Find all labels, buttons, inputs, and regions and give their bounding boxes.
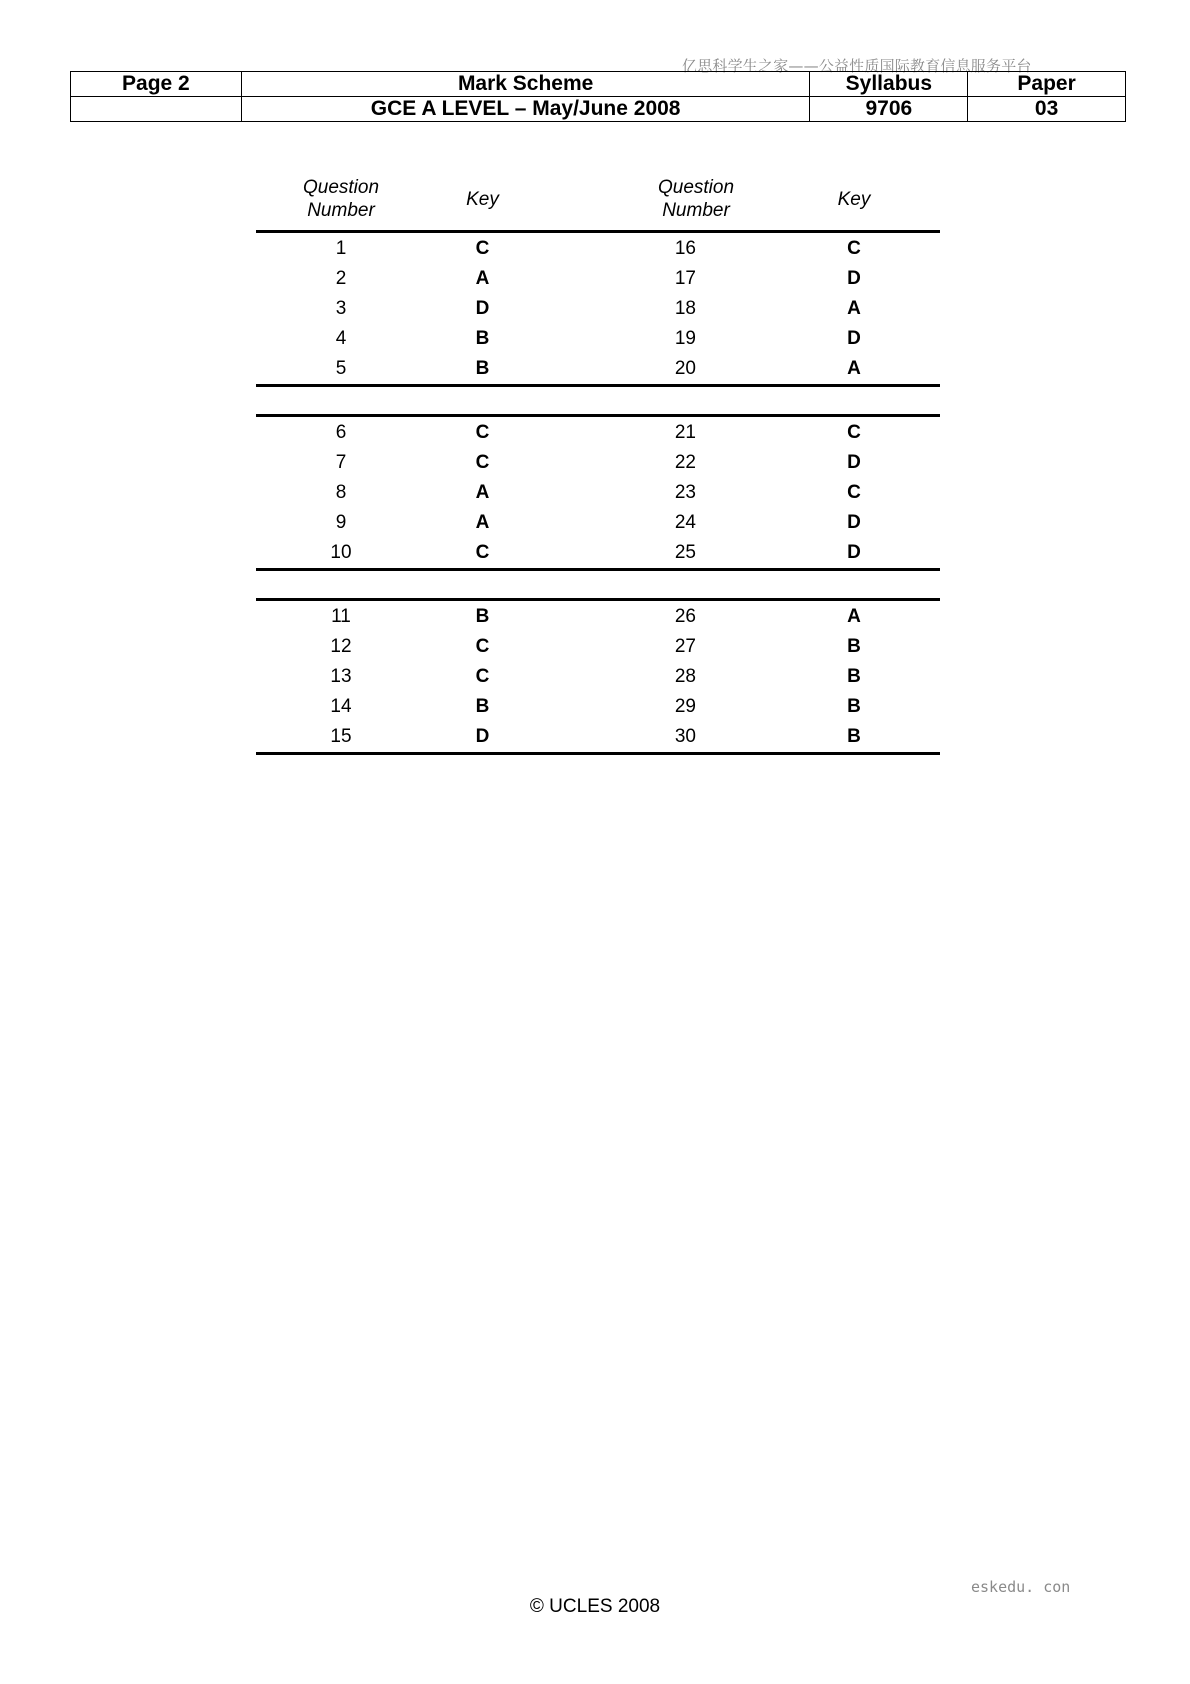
answer-key: D — [847, 328, 861, 349]
answer-key-body — [256, 232, 940, 754]
question-number: 14 — [330, 696, 352, 717]
header-scheme: Mark Scheme — [241, 72, 810, 97]
question-number: 24 — [674, 512, 696, 533]
question-number: 28 — [674, 666, 696, 687]
answer-key: B — [475, 605, 490, 627]
table-row — [256, 416, 940, 449]
table-row — [256, 324, 940, 354]
answer-key: A — [475, 512, 490, 533]
question-number: 1 — [335, 237, 347, 259]
header-table — [70, 71, 1126, 122]
question-number: 10 — [256, 538, 426, 570]
question-number: 4 — [335, 328, 347, 349]
header-paper-number: 03 — [968, 97, 1126, 122]
watermark-top: 亿思科学生之家——公益性质国际教育信息服务平台 — [682, 57, 1032, 75]
header-empty-cell — [71, 97, 242, 122]
answer-key: A — [847, 298, 861, 319]
question-number: 12 — [330, 636, 352, 657]
answer-key: C — [847, 421, 861, 443]
answer-key: A — [847, 605, 861, 627]
answer-key: B — [475, 328, 490, 349]
answer-key: C — [475, 452, 490, 473]
table-row — [256, 448, 940, 478]
question-number: 22 — [674, 452, 696, 473]
question-number: 7 — [335, 452, 347, 473]
answer-key: B — [847, 636, 861, 657]
answer-key: D — [426, 722, 539, 754]
header-paper-label: Paper — [968, 72, 1126, 97]
table-row — [256, 692, 940, 722]
table-row — [256, 264, 940, 294]
answer-key: B — [847, 666, 861, 687]
answer-key: A — [768, 354, 940, 386]
header-row-1 — [71, 72, 1126, 97]
question-number: 18 — [674, 298, 696, 319]
table-row — [256, 600, 940, 633]
table-row — [256, 294, 940, 324]
answer-key: A — [475, 482, 490, 503]
table-row — [256, 354, 940, 386]
header-row-2 — [71, 97, 1126, 122]
table-row — [256, 232, 940, 265]
table-row — [256, 662, 940, 692]
answer-key-header — [256, 168, 940, 232]
answer-key: D — [847, 512, 861, 533]
answer-key: C — [847, 482, 861, 503]
answer-key-table — [256, 168, 940, 755]
table-row — [256, 538, 940, 570]
answer-key: B — [426, 354, 539, 386]
question-number: 30 — [539, 722, 768, 754]
question-number: 3 — [335, 298, 347, 319]
table-row — [256, 632, 940, 662]
question-number: 15 — [256, 722, 426, 754]
question-number: 13 — [330, 666, 352, 687]
answer-key: D — [847, 452, 861, 473]
answer-key: C — [475, 636, 490, 657]
col-header-question-right-text: Question Number — [657, 177, 735, 221]
col-header-key-left: Key — [426, 168, 539, 232]
answer-key: D — [847, 268, 861, 289]
answer-key: D — [768, 538, 940, 570]
header-syllabus-code: 9706 — [810, 97, 968, 122]
question-number: 9 — [335, 512, 347, 533]
table-row — [256, 508, 940, 538]
header-exam-title: GCE A LEVEL – May/June 2008 — [241, 97, 810, 122]
question-number: 25 — [539, 538, 768, 570]
separator-cell — [256, 570, 940, 600]
question-number: 11 — [331, 605, 351, 627]
question-number: 17 — [674, 268, 696, 289]
header-syllabus-label: Syllabus — [810, 72, 968, 97]
col-header-question-left — [256, 168, 426, 232]
watermark-bottom: eskedu. con — [971, 1578, 1071, 1596]
footer-copyright: © UCLES 2008 — [529, 1596, 661, 1617]
answer-key: C — [847, 237, 861, 259]
question-number: 16 — [674, 237, 696, 259]
answer-key: B — [768, 722, 940, 754]
question-number: 8 — [335, 482, 347, 503]
col-header-question-left-text: Question Number — [302, 177, 380, 221]
question-number: 2 — [335, 268, 347, 289]
question-number: 21 — [674, 421, 696, 443]
separator-cell — [256, 386, 940, 416]
answer-key: C — [426, 538, 539, 570]
answer-key: B — [847, 696, 861, 717]
question-number: 5 — [256, 354, 426, 386]
col-header-key-right: Key — [768, 168, 940, 232]
answer-key: D — [475, 298, 490, 319]
question-number: 19 — [674, 328, 696, 349]
answer-key: C — [475, 666, 490, 687]
question-number: 29 — [674, 696, 696, 717]
col-header-question-right — [539, 168, 768, 232]
question-number: 27 — [674, 636, 696, 657]
answer-key: A — [475, 268, 490, 289]
answer-key: C — [475, 421, 490, 443]
table-row — [256, 722, 940, 754]
header-page: Page 2 — [71, 72, 242, 97]
question-number: 23 — [674, 482, 696, 503]
question-number: 26 — [674, 605, 696, 627]
question-number: 20 — [539, 354, 768, 386]
answer-key: B — [475, 696, 490, 717]
group-separator — [256, 570, 940, 600]
answer-key: C — [475, 237, 490, 259]
group-separator — [256, 386, 940, 416]
table-row — [256, 478, 940, 508]
question-number: 6 — [335, 421, 347, 443]
